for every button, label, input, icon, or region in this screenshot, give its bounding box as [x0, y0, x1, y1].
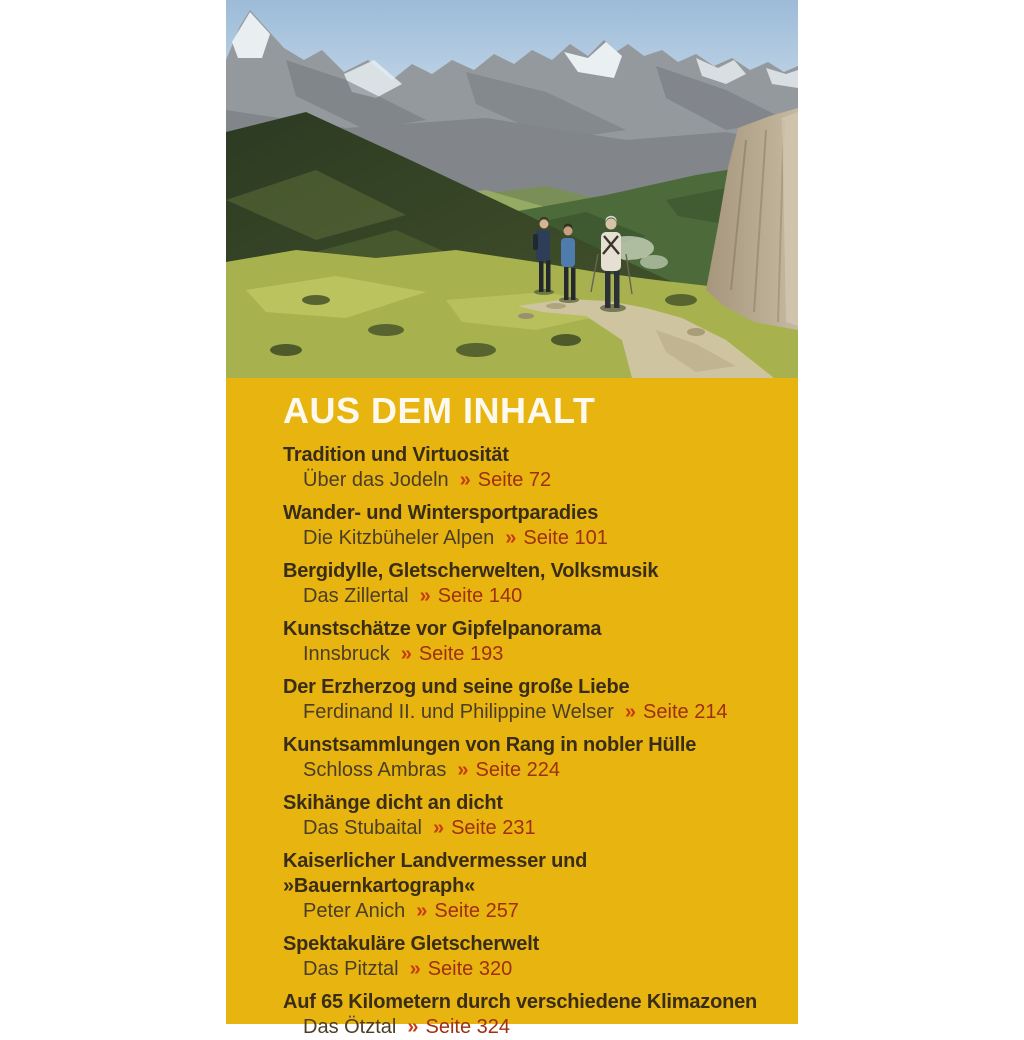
toc-entry-title: Der Erzherzog und seine große Liebe	[283, 676, 630, 698]
double-chevron-icon: »	[409, 958, 421, 980]
toc-entry-subline	[283, 584, 768, 609]
toc-entry-page: Seite 72	[477, 469, 552, 491]
toc-entry	[283, 559, 768, 609]
toc-entry-title: Wander- und Wintersportparadies	[283, 502, 599, 524]
toc-entry-title: Bergidylle, Gletscherwelten, Volksmusik	[283, 560, 659, 582]
toc-entry-page: Seite 324	[425, 1016, 510, 1038]
toc-entry	[283, 849, 768, 924]
double-chevron-icon: »	[624, 701, 637, 723]
toc-entry-subtitle: Das Stubaital	[303, 817, 422, 839]
double-chevron-icon: »	[505, 527, 517, 549]
toc-entry-page: Seite 257	[434, 900, 519, 922]
toc-entry-subline	[283, 957, 768, 982]
toc-entry-subline	[283, 526, 768, 551]
toc-entry	[283, 932, 768, 982]
alpine-scene-illustration	[226, 0, 798, 378]
toc-entry	[283, 675, 768, 725]
double-chevron-icon: »	[459, 469, 471, 491]
double-chevron-icon: »	[400, 643, 412, 665]
toc-entry-subline	[283, 700, 768, 725]
toc-entry-title: Kaiserlicher Landvermesser und »Bauernkartograph«	[283, 850, 588, 897]
double-chevron-icon: »	[432, 817, 445, 839]
toc-entry-page: Seite 101	[523, 527, 608, 549]
toc-entry-page: Seite 224	[475, 759, 561, 781]
toc-entry-title: Auf 65 Kilometern durch verschiedene Klimazonen	[283, 991, 758, 1013]
toc-entry	[283, 501, 768, 551]
double-chevron-icon: »	[407, 1016, 419, 1038]
toc-entry-subtitle: Peter Anich	[303, 900, 406, 922]
toc-entry-subtitle: Ferdinand II. und Philippine Welser	[303, 701, 614, 723]
toc-entry-subtitle: Innsbruck	[303, 643, 390, 665]
double-chevron-icon: »	[419, 585, 431, 607]
toc-entry-subline	[283, 642, 768, 667]
toc-entry-page: Seite 193	[418, 643, 504, 665]
toc-entry-subline	[283, 1015, 768, 1040]
contents-heading: AUS DEM INHALT	[283, 390, 596, 431]
toc-entry-subtitle: Schloss Ambras	[303, 759, 447, 781]
alpine-hikers-photo	[226, 0, 798, 378]
toc-entry	[283, 990, 768, 1040]
double-chevron-icon: »	[416, 900, 428, 922]
toc-entry-page: Seite 140	[437, 585, 523, 607]
toc-entry-page: Seite 231	[451, 817, 536, 839]
toc-entry-page: Seite 320	[427, 958, 513, 980]
toc-entry-subtitle: Das Pitztal	[303, 958, 399, 980]
toc-entry-title: Kunstsammlungen von Rang in nobler Hülle	[283, 734, 697, 756]
toc-entry-page: Seite 214	[643, 701, 728, 723]
toc-entry-subtitle: Das Ötztal	[303, 1016, 397, 1038]
contents-panel	[226, 378, 798, 1038]
double-chevron-icon: »	[457, 759, 469, 781]
toc-entry	[283, 733, 768, 783]
guidebook-page	[226, 0, 798, 1038]
toc-entry-subline	[283, 899, 768, 924]
toc-entry-title: Skihänge dicht an dicht	[283, 792, 503, 814]
toc-entry-subtitle: Die Kitzbüheler Alpen	[303, 527, 495, 549]
toc-entry-subline	[283, 758, 768, 783]
toc-entries	[283, 443, 768, 1040]
toc-entry-subtitle: Über das Jodeln	[303, 469, 449, 491]
toc-entry-subline	[283, 468, 768, 493]
toc-entry-subline	[283, 816, 768, 841]
toc-entry	[283, 617, 768, 667]
toc-entry	[283, 791, 768, 841]
toc-entry-title: Kunstschätze vor Gipfelpanorama	[283, 618, 602, 640]
toc-entry-title: Spektakuläre Gletscherwelt	[283, 933, 540, 955]
toc-entry-subtitle: Das Zillertal	[303, 585, 409, 607]
toc-entry-title: Tradition und Virtuosität	[283, 444, 509, 466]
toc-entry	[283, 443, 768, 493]
